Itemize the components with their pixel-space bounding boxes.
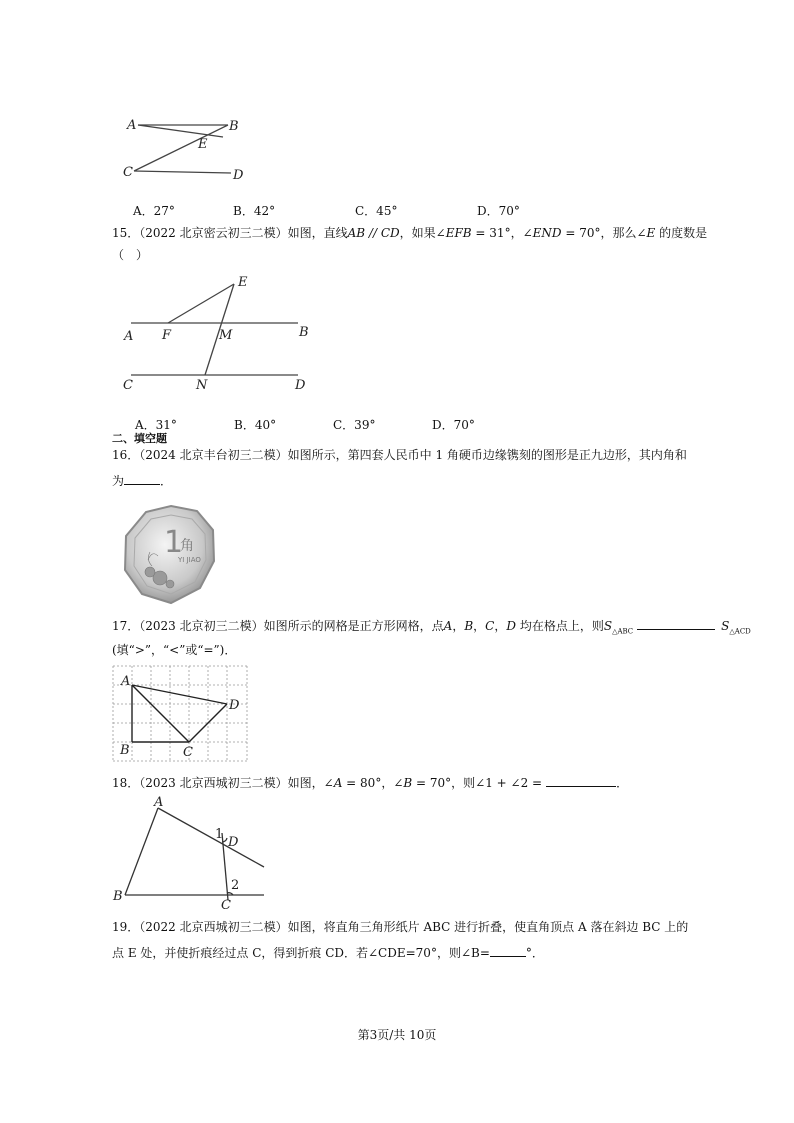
q15-option-c: C．39° [333, 418, 376, 432]
q14-option-b: B．42° [233, 204, 276, 218]
q18-stem: 18．（2023 北京西城初三二模）如图，∠A = 80°，∠B = 70°，则∠1 + ∠2 = ． [112, 776, 629, 790]
page-footer: 第3页/共 10页 [357, 1028, 437, 1042]
q15-label-b: B [299, 325, 309, 340]
q18-label-a: A [154, 795, 164, 810]
q17-label-b: B [120, 743, 130, 758]
q14-label-a: A [127, 118, 137, 133]
coin-denomination: 1 [164, 525, 184, 560]
q15-option-b: B．40° [234, 418, 277, 432]
q19-answer-blank[interactable] [490, 944, 526, 957]
q15-label-n: N [196, 378, 208, 393]
q19-stem-line2: 点 E 处，并使折痕经过点 C，得到折痕 CD．若∠CDE=70°，则∠B= °． [112, 946, 544, 960]
q15-option-d: D．70° [432, 418, 475, 432]
q15-label-d: D [295, 378, 306, 393]
q15-label-a: A [124, 329, 134, 344]
q14-option-c: C．45° [355, 204, 398, 218]
q17-label-d: D [229, 698, 240, 713]
coin-pinyin: YI JIAO [178, 556, 201, 564]
q15-label-c: C [123, 378, 133, 393]
q17-label-a: A [121, 674, 131, 689]
q18-label-one: 1 [215, 827, 224, 842]
q15-label-m: M [219, 328, 233, 343]
q17-stem: 17．（2023 北京初三二模）如图所示的网格是正方形网格，点A，B，C，D 均在格点上，则$S_{\triangle ABC}$ $S_{\triangle ACD}$ [112, 619, 751, 636]
q16-stem-line2: 为 ． [112, 474, 173, 488]
q15-label-e: E [238, 275, 248, 290]
q17-label-c: C [183, 745, 193, 760]
q14-option-d: D．70° [477, 204, 520, 218]
q17-stem-line2: (填“>”，“<”或“=”)． [112, 643, 237, 657]
q18-label-b: B [113, 889, 123, 904]
q15-stem: 15．（2022 北京密云初三二模）如图，直线AB // CD，如果∠EFB = 31°，∠END = 70°，那么∠E 的度数是 [112, 226, 708, 240]
q19-stem: 19．（2022 北京西城初三二模）如图，将直角三角形纸片 ABC 进行折叠，使直角顶点 A 落在斜边 BC 上的 [112, 920, 689, 934]
q14-label-e: E [198, 137, 208, 152]
coin-jiao: 角 [180, 538, 194, 554]
q15-label-f: F [162, 328, 172, 343]
q15-option-a: A．31° [135, 418, 177, 432]
q18-label-d: D [228, 835, 239, 850]
q16-stem: 16．（2024 北京丰台初三二模）如图所示，第四套人民币中 1 角硬币边缘镌刻的图形是正九边形，其内角和 [112, 448, 687, 462]
q14-label-d: D [233, 168, 244, 183]
q18-label-c: C [221, 898, 231, 913]
q18-label-two: 2 [231, 878, 240, 893]
section-heading: 二、填空题 [112, 432, 167, 445]
q14-label-b: B [229, 119, 239, 134]
q14-label-c: C [123, 165, 133, 180]
q14-option-a: A．27° [133, 204, 175, 218]
q15-stem-paren: （ ） [112, 248, 149, 262]
